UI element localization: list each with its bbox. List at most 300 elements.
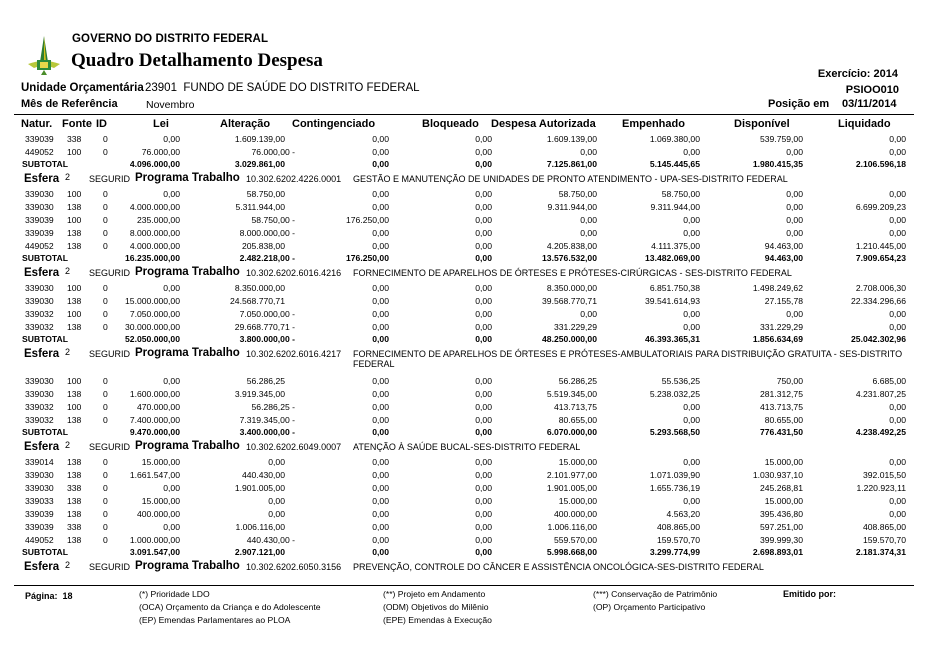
subtotal-dis: 1.980.415,35 — [752, 159, 803, 169]
cell-id: 0 — [103, 470, 108, 480]
subtotal-con: 0,00 — [372, 547, 389, 557]
col-lei: Lei — [153, 118, 169, 130]
cell-alt: 56.286,25 — [246, 376, 285, 386]
cell-liq: 0,00 — [889, 228, 906, 238]
cell-dis: 399.999,30 — [759, 535, 803, 545]
cell-id: 0 — [103, 509, 108, 519]
cell-dsp: 413.713,75 — [553, 402, 597, 412]
cell-blo: 0,00 — [475, 509, 492, 519]
cell-blo: 0,00 — [475, 415, 492, 425]
subtotal-alt: 3.029.861,00 — [234, 159, 285, 169]
subtotal-row — [0, 334, 942, 347]
cell-alt: 56.286,25 - — [251, 402, 295, 412]
program-label: Programa Trabalho — [135, 347, 240, 359]
cell-con: 0,00 — [372, 522, 389, 532]
cell-emp: 58.750,00 — [661, 189, 700, 199]
cell-alt: 76.000,00 - — [251, 147, 295, 157]
esfera-label: Esfera — [24, 267, 60, 279]
cell-alt: 7.050.000,00 - — [239, 309, 295, 319]
cell-con: 0,00 — [372, 470, 389, 480]
cell-liq: 392.015,50 — [862, 470, 906, 480]
cell-blo: 0,00 — [475, 147, 492, 157]
cell-liq: 4.231.807,25 — [855, 389, 906, 399]
subtotal-blo: 0,00 — [475, 253, 492, 263]
cell-fon: 138 — [67, 470, 82, 480]
cell-con: 0,00 — [372, 496, 389, 506]
col-despesa-autorizada: Despesa Autorizada — [491, 118, 596, 130]
program-code: 10.302.6202.6016.4217 — [246, 349, 342, 359]
cell-lei: 30.000.000,00 — [125, 322, 180, 332]
cell-liq: 0,00 — [889, 189, 906, 199]
cell-dsp: 39.568.770,71 — [542, 296, 597, 306]
subtotal-liq: 7.909.654,23 — [855, 253, 906, 263]
cell-nat: 339039 — [25, 134, 54, 144]
cell-id: 0 — [103, 134, 108, 144]
cell-blo: 0,00 — [475, 322, 492, 332]
subtotal-lei: 52.050.000,00 — [125, 334, 180, 344]
cell-blo: 0,00 — [475, 483, 492, 493]
table-row — [0, 496, 942, 509]
esfera-label: Esfera — [24, 173, 60, 185]
cell-nat: 339032 — [25, 402, 54, 412]
cell-nat: 339039 — [25, 215, 54, 225]
subtotal-liq: 4.238.492,25 — [855, 427, 906, 437]
program-description: FORNECIMENTO DE APARELHOS DE ÓRTESES E PRÓTESES-AMBULATORIAIS PARA DISTRIBUIÇÃO GRATUITA - SES-DISTRITO FEDERAL — [353, 349, 903, 369]
esfera-value: 2 — [65, 440, 71, 450]
cell-blo: 0,00 — [475, 389, 492, 399]
program-description: PREVENÇÃO, CONTROLE DO CÂNCER E ASSISTÊNCIA ONCOLÓGICA-SES-DISTRITO FEDERAL — [353, 562, 764, 572]
legend-item: (***) Conservação de Patrimônio — [593, 589, 718, 599]
cell-lei: 470.000,00 — [136, 402, 180, 412]
subtotal-dis: 776.431,50 — [759, 427, 803, 437]
cell-dis: 0,00 — [786, 215, 803, 225]
cell-dsp: 400.000,00 — [553, 509, 597, 519]
cell-blo: 0,00 — [475, 535, 492, 545]
cell-alt: 3.919.345,00 — [234, 389, 285, 399]
cell-dis: 750,00 — [776, 376, 803, 386]
cell-fon: 338 — [67, 134, 82, 144]
esfera-label: Esfera — [24, 441, 60, 453]
cell-dsp: 58.750,00 — [558, 189, 597, 199]
legend-item: (OP) Orçamento Participativo — [593, 602, 706, 612]
program-header — [0, 440, 942, 456]
cell-alt: 8.350.000,00 — [234, 283, 285, 293]
cell-lei: 8.000.000,00 — [129, 228, 180, 238]
program-code: 10.302.6202.6016.4216 — [246, 268, 342, 278]
cell-id: 0 — [103, 241, 108, 251]
cell-dsp: 5.519.345,00 — [546, 389, 597, 399]
cell-dsp: 15.000,00 — [558, 496, 597, 506]
cell-dsp: 0,00 — [580, 228, 597, 238]
cell-id: 0 — [103, 202, 108, 212]
subtotal-row — [0, 159, 942, 172]
cell-con: 0,00 — [372, 283, 389, 293]
cell-dis: 80.655,00 — [764, 415, 803, 425]
cell-lei: 76.000,00 — [141, 147, 180, 157]
cell-id: 0 — [103, 535, 108, 545]
legend-item: (EPE) Emendas à Execução — [383, 615, 492, 625]
cell-id: 0 — [103, 483, 108, 493]
cell-dsp: 9.311.944,00 — [547, 202, 597, 212]
cell-dis: 395.436,80 — [759, 509, 803, 519]
cell-lei: 7.050.000,00 — [129, 309, 180, 319]
cell-alt: 0,00 — [268, 496, 285, 506]
cell-blo: 0,00 — [475, 470, 492, 480]
program-label: Programa Trabalho — [135, 172, 240, 184]
cell-lei: 235.000,00 — [136, 215, 180, 225]
cell-nat: 339030 — [25, 296, 54, 306]
col-fonte: Fonte — [62, 118, 92, 130]
cell-nat: 339039 — [25, 509, 54, 519]
cell-lei: 7.400.000,00 — [129, 415, 180, 425]
cell-fon: 138 — [67, 415, 82, 425]
cell-alt: 440.430,00 — [241, 470, 285, 480]
cell-emp: 4.563,20 — [666, 509, 700, 519]
cell-dis: 15.000,00 — [764, 457, 803, 467]
cell-dis: 0,00 — [786, 147, 803, 157]
table-row — [0, 283, 942, 296]
cell-lei: 0,00 — [163, 376, 180, 386]
cell-emp: 39.541.614,93 — [645, 296, 700, 306]
subtotal-blo: 0,00 — [475, 547, 492, 557]
cell-alt: 24.568.770,71 — [230, 296, 285, 306]
cell-emp: 0,00 — [683, 228, 700, 238]
cell-liq: 0,00 — [889, 402, 906, 412]
cell-dsp: 1.609.139,00 — [546, 134, 597, 144]
table-row — [0, 483, 942, 496]
subtotal-emp: 13.482.069,00 — [645, 253, 700, 263]
cell-dsp: 15.000,00 — [558, 457, 597, 467]
cell-liq: 0,00 — [889, 509, 906, 519]
cell-fon: 100 — [67, 215, 82, 225]
cell-blo: 0,00 — [475, 134, 492, 144]
cell-nat: 339030 — [25, 376, 54, 386]
cell-fon: 338 — [67, 483, 82, 493]
subtotal-alt: 2.907.121,00 — [234, 547, 285, 557]
subtotal-liq: 2.106.596,18 — [855, 159, 906, 169]
cell-emp: 9.311.944,00 — [650, 202, 700, 212]
position-date: 03/11/2014 — [842, 98, 897, 110]
cell-liq: 408.865,00 — [862, 522, 906, 532]
cell-id: 0 — [103, 309, 108, 319]
cell-alt: 7.319.345,00 - — [239, 415, 295, 425]
unit-value: 23901 FUNDO DE SAÚDE DO DISTRITO FEDERAL — [145, 82, 420, 94]
program-description: GESTÃO E MANUTENÇÃO DE UNIDADES DE PRONTO ATENDIMENTO - UPA-SES-DISTRITO FEDERAL — [353, 174, 788, 184]
table-row — [0, 134, 942, 147]
subtotal-dsp: 5.998.668,00 — [546, 547, 597, 557]
col-natur: Natur. — [21, 118, 53, 130]
cell-liq: 1.210.445,00 — [855, 241, 906, 251]
cell-con: 0,00 — [372, 457, 389, 467]
cell-liq: 159.570,70 — [862, 535, 906, 545]
cell-fon: 138 — [67, 496, 82, 506]
cell-blo: 0,00 — [475, 496, 492, 506]
cell-fon: 138 — [67, 509, 82, 519]
subtotal-alt: 2.482.218,00 - — [239, 253, 295, 263]
program-header — [0, 347, 942, 369]
cell-dis: 597.251,00 — [759, 522, 803, 532]
program-header — [0, 266, 942, 282]
cell-dis: 0,00 — [786, 309, 803, 319]
cell-blo: 0,00 — [475, 296, 492, 306]
page-label: Página: 18 — [25, 591, 73, 601]
cell-liq: 22.334.296,66 — [851, 296, 906, 306]
subtotal-lei: 9.470.000,00 — [129, 427, 180, 437]
subtotal-label: SUBTOTAL — [22, 334, 68, 344]
cell-id: 0 — [103, 283, 108, 293]
subtotal-dis: 94.463,00 — [764, 253, 803, 263]
cell-emp: 55.536,25 — [661, 376, 700, 386]
cell-liq: 6.685,00 — [872, 376, 906, 386]
cell-con: 0,00 — [372, 202, 389, 212]
cell-dsp: 1.006.116,00 — [547, 522, 597, 532]
subtotal-liq: 2.181.374,31 — [855, 547, 906, 557]
cell-nat: 339032 — [25, 322, 54, 332]
col-disponivel: Disponível — [734, 118, 790, 130]
cell-dis: 1.498.249,62 — [752, 283, 803, 293]
cell-dsp: 559.570,00 — [553, 535, 597, 545]
cell-nat: 339030 — [25, 202, 54, 212]
cell-emp: 5.238.032,25 — [649, 389, 700, 399]
cell-id: 0 — [103, 215, 108, 225]
legend-item: (*) Prioridade LDO — [139, 589, 210, 599]
cell-dis: 245.268,81 — [759, 483, 803, 493]
cell-fon: 100 — [67, 309, 82, 319]
government-name: GOVERNO DO DISTRITO FEDERAL — [72, 33, 269, 45]
cell-dis: 27.155,78 — [764, 296, 803, 306]
cell-fon: 138 — [67, 457, 82, 467]
cell-id: 0 — [103, 522, 108, 532]
cell-lei: 4.000.000,00 — [129, 241, 180, 251]
cell-lei: 1.661.547,00 — [129, 470, 180, 480]
cell-emp: 0,00 — [683, 415, 700, 425]
cell-dsp: 331.229,29 — [553, 322, 597, 332]
table-row — [0, 189, 942, 202]
subtotal-dsp: 48.250.000,00 — [542, 334, 597, 344]
cell-lei: 4.000.000,00 — [129, 202, 180, 212]
segment: SEGURID — [89, 349, 131, 359]
cell-liq: 2.708.006,30 — [855, 283, 906, 293]
cell-dsp: 1.901.005,00 — [546, 483, 597, 493]
header-divider — [14, 114, 914, 115]
cell-con: 0,00 — [372, 415, 389, 425]
unit-label: Unidade Orçamentária — [21, 82, 144, 94]
subtotal-liq: 25.042.302,96 — [851, 334, 906, 344]
esfera-value: 2 — [65, 266, 71, 276]
subtotal-dsp: 13.576.532,00 — [542, 253, 597, 263]
report-title: Quadro Detalhamento Despesa — [71, 50, 323, 71]
cell-dsp: 0,00 — [580, 147, 597, 157]
subtotal-label: SUBTOTAL — [22, 547, 68, 557]
subtotal-dsp: 7.125.861,00 — [546, 159, 597, 169]
cell-emp: 4.111.375,00 — [651, 241, 700, 251]
cell-nat: 339032 — [25, 415, 54, 425]
cell-id: 0 — [103, 389, 108, 399]
program-description: ATENÇÃO À SAÚDE BUCAL-SES-DISTRITO FEDERAL — [353, 442, 581, 452]
cell-emp: 0,00 — [683, 496, 700, 506]
cell-liq: 0,00 — [889, 457, 906, 467]
cell-fon: 100 — [67, 376, 82, 386]
cell-con: 0,00 — [372, 535, 389, 545]
subtotal-blo: 0,00 — [475, 334, 492, 344]
cell-emp: 1.069.380,00 — [649, 134, 700, 144]
cell-blo: 0,00 — [475, 241, 492, 251]
cell-alt: 58.750,00 — [246, 189, 285, 199]
segment: SEGURID — [89, 268, 131, 278]
cell-blo: 0,00 — [475, 283, 492, 293]
month-value: Novembro — [146, 99, 195, 111]
cell-lei: 1.000.000,00 — [129, 535, 180, 545]
table-row — [0, 457, 942, 470]
cell-dsp: 0,00 — [580, 215, 597, 225]
cell-id: 0 — [103, 296, 108, 306]
cell-nat: 339030 — [25, 389, 54, 399]
subtotal-alt: 3.400.000,00 - — [239, 427, 295, 437]
cell-blo: 0,00 — [475, 309, 492, 319]
cell-liq: 0,00 — [889, 496, 906, 506]
cell-dsp: 56.286,25 — [558, 376, 597, 386]
cell-con: 0,00 — [372, 147, 389, 157]
cell-blo: 0,00 — [475, 215, 492, 225]
cell-con: 0,00 — [372, 376, 389, 386]
subtotal-row — [0, 547, 942, 560]
cell-con: 0,00 — [372, 509, 389, 519]
cell-dis: 281.312,75 — [759, 389, 803, 399]
cell-dis: 94.463,00 — [764, 241, 803, 251]
program-header — [0, 560, 942, 576]
cell-dis: 539.759,00 — [759, 134, 803, 144]
issued-by-label: Emitido por: — [783, 589, 836, 599]
cell-fon: 138 — [67, 228, 82, 238]
subtotal-emp: 3.299.774,99 — [649, 547, 700, 557]
cell-con: 0,00 — [372, 134, 389, 144]
cell-alt: 29.668.770,71 - — [234, 322, 295, 332]
cell-blo: 0,00 — [475, 202, 492, 212]
cell-emp: 0,00 — [683, 147, 700, 157]
cell-blo: 0,00 — [475, 402, 492, 412]
program-header — [0, 172, 942, 188]
cell-nat: 449052 — [25, 535, 54, 545]
cell-fon: 100 — [67, 189, 82, 199]
cell-dsp: 4.205.838,00 — [546, 241, 597, 251]
cell-dis: 15.000,00 — [764, 496, 803, 506]
cell-alt: 205.838,00 — [241, 241, 285, 251]
cell-emp: 6.851.750,38 — [649, 283, 700, 293]
cell-blo: 0,00 — [475, 189, 492, 199]
report-code: PSIOO010 — [845, 84, 899, 96]
cell-emp: 159.570,70 — [656, 535, 700, 545]
cell-lei: 15.000,00 — [141, 457, 180, 467]
cell-con: 0,00 — [372, 483, 389, 493]
cell-lei: 400.000,00 — [136, 509, 180, 519]
month-label: Mês de Referência — [21, 98, 118, 110]
subtotal-emp: 5.293.568,50 — [649, 427, 700, 437]
cell-alt: 1.609.139,00 — [234, 134, 285, 144]
cell-alt: 1.901.005,00 — [234, 483, 285, 493]
cell-lei: 0,00 — [163, 134, 180, 144]
cell-nat: 339030 — [25, 283, 54, 293]
cell-id: 0 — [103, 496, 108, 506]
subtotal-con: 0,00 — [372, 334, 389, 344]
table-row — [0, 522, 942, 535]
table-row — [0, 402, 942, 415]
cell-nat: 339032 — [25, 309, 54, 319]
subtotal-blo: 0,00 — [475, 427, 492, 437]
cell-fon: 338 — [67, 522, 82, 532]
cell-lei: 1.600.000,00 — [129, 389, 180, 399]
cell-nat: 339014 — [25, 457, 54, 467]
cell-dis: 413.713,75 — [759, 402, 803, 412]
legend-item: (OCA) Orçamento da Criança e do Adolescente — [139, 602, 321, 612]
col-bloqueado: Bloqueado — [422, 118, 479, 130]
cell-emp: 0,00 — [683, 402, 700, 412]
segment: SEGURID — [89, 174, 131, 184]
program-label: Programa Trabalho — [135, 266, 240, 278]
cell-liq: 1.220.923,11 — [856, 483, 906, 493]
cell-dis: 0,00 — [786, 189, 803, 199]
cell-fon: 100 — [67, 402, 82, 412]
cell-id: 0 — [103, 322, 108, 332]
cell-con: 176.250,00 — [345, 215, 389, 225]
cell-nat: 449052 — [25, 241, 54, 251]
cell-nat: 449052 — [25, 147, 54, 157]
cell-nat: 339033 — [25, 496, 54, 506]
cell-liq: 0,00 — [889, 147, 906, 157]
table-row — [0, 215, 942, 228]
subtotal-dis: 1.856.634,69 — [752, 334, 803, 344]
table-row — [0, 470, 942, 483]
cell-con: 0,00 — [372, 228, 389, 238]
subtotal-lei: 16.235.000,00 — [125, 253, 180, 263]
cell-con: 0,00 — [372, 402, 389, 412]
subtotal-label: SUBTOTAL — [22, 159, 68, 169]
subtotal-dsp: 6.070.000,00 — [546, 427, 597, 437]
cell-fon: 138 — [67, 535, 82, 545]
subtotal-con: 0,00 — [372, 427, 389, 437]
cell-blo: 0,00 — [475, 457, 492, 467]
subtotal-row — [0, 253, 942, 266]
esfera-value: 2 — [65, 347, 71, 357]
cell-emp: 1.071.039,90 — [649, 470, 700, 480]
gdf-brasao-icon — [24, 34, 64, 76]
page-number: 18 — [62, 591, 73, 601]
cell-id: 0 — [103, 415, 108, 425]
subtotal-dis: 2.698.893,01 — [752, 547, 803, 557]
cell-id: 0 — [103, 228, 108, 238]
cell-id: 0 — [103, 189, 108, 199]
table-row — [0, 228, 942, 241]
table-row — [0, 376, 942, 389]
cell-liq: 0,00 — [889, 134, 906, 144]
subtotal-row — [0, 427, 942, 440]
cell-emp: 0,00 — [683, 322, 700, 332]
segment: SEGURID — [89, 562, 131, 572]
cell-con: 0,00 — [372, 389, 389, 399]
cell-lei: 15.000.000,00 — [125, 296, 180, 306]
cell-dis: 0,00 — [786, 202, 803, 212]
program-code: 10.302.6202.4226.0001 — [246, 174, 342, 184]
cell-dis: 331.229,29 — [759, 322, 803, 332]
exercise-year: Exercício: 2014 — [817, 68, 898, 80]
cell-fon: 138 — [67, 322, 82, 332]
subtotal-label: SUBTOTAL — [22, 253, 68, 263]
table-row — [0, 309, 942, 322]
legend-item: (ODM) Objetivos do Milênio — [383, 602, 489, 612]
subtotal-emp: 46.393.365,31 — [645, 334, 700, 344]
program-code: 10.302.6202.6050.3156 — [246, 562, 342, 572]
cell-dsp: 8.350.000,00 — [546, 283, 597, 293]
cell-alt: 5.311.944,00 — [235, 202, 285, 212]
